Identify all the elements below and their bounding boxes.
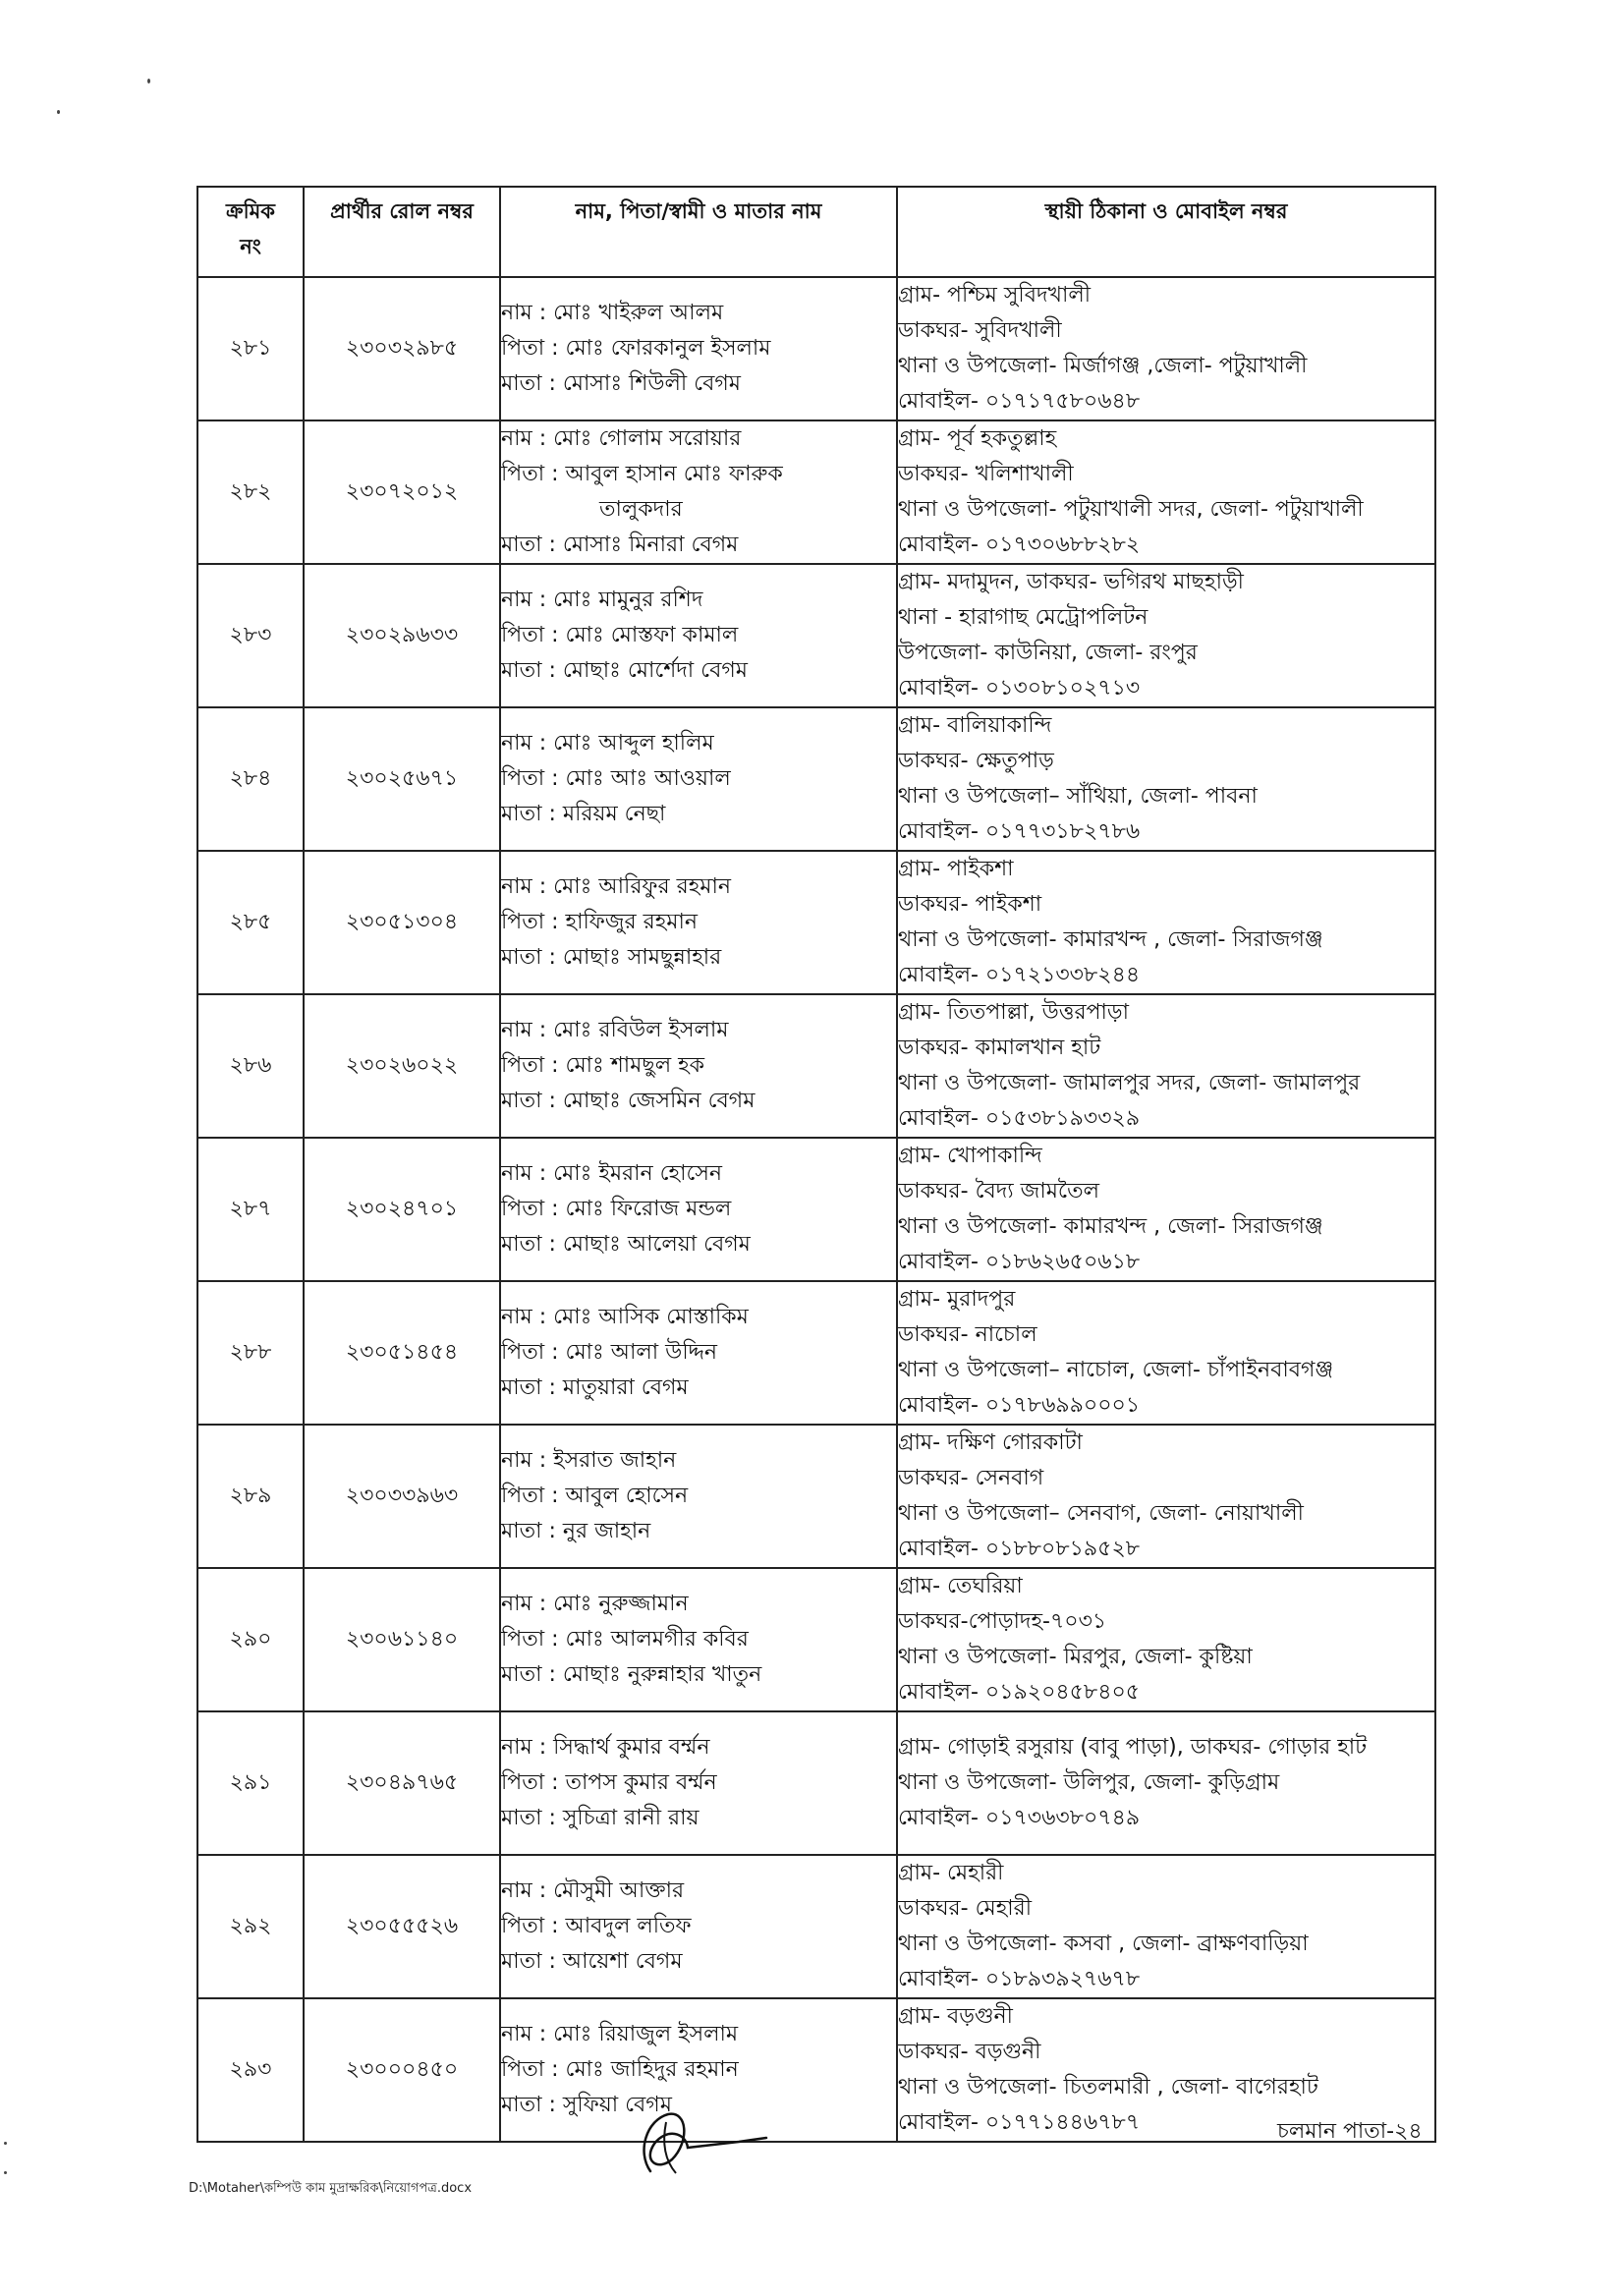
address-line: ডাকঘর- সেনবাগ [898, 1466, 1044, 1490]
father-name: পিতা : মোঃ ফিরোজ মন্ডল [501, 1197, 732, 1221]
page-continuation: চলমান পাতা-২৪ [1277, 2119, 1423, 2144]
serial-number: ২৮২ [197, 420, 304, 564]
father-name: পিতা : মোঃ আঃ আওয়াল [501, 766, 731, 791]
mother-name: মাতা : সুফিয়া বেগম [501, 2093, 672, 2117]
mobile-number: মোবাইল- ০১৭৭৩১৮২৭৮৬ [898, 819, 1141, 844]
roll-number: ২৩০৫১৪৫৪ [304, 1281, 500, 1425]
father-name: পিতা : আবুল হোসেন [501, 1484, 689, 1508]
permanent-address [897, 994, 1435, 1138]
candidate-name: নাম : মৌসুমী আক্তার [501, 1878, 685, 1903]
table-row [197, 994, 1435, 1138]
table-row [197, 707, 1435, 851]
candidate-name: নাম : মোঃ আসিক মোস্তাকিম [501, 1305, 749, 1329]
address-line: থানা ও উপজেলা- উলিপুর, জেলা- কুড়িগ্রাম [898, 1770, 1280, 1795]
mother-name: মাতা : মোসাঃ শিউলী বেগম [501, 371, 741, 396]
address-line: গ্রাম- মুরাদপুর [898, 1287, 1016, 1312]
permanent-address [897, 1138, 1435, 1281]
address-line: ডাকঘর- খলিশাখালী [898, 462, 1074, 486]
candidate-table [196, 186, 1436, 2143]
table-row [197, 1568, 1435, 1711]
candidate-name: নাম : মোঃ গোলাম সরোয়ার [501, 426, 742, 451]
address-line: থানা ও উপজেলা- জামালপুর সদর, জেলা- জামালপুর [898, 1071, 1361, 1095]
file-path: D:\Motaher\কম্পিউ কাম মুদ্রাক্ষরিক\নিয়োগপত্র.docx [189, 2181, 473, 2196]
mother-name: মাতা : নুর জাহান [501, 1519, 651, 1543]
scan-speck [4, 2171, 7, 2174]
serial-number: ২৮৭ [197, 1138, 304, 1281]
address-line: থানা ও উপজেলা– নাচোল, জেলা- চাঁপাইনবাবগঞ্জ [898, 1358, 1334, 1382]
father-name: পিতা : মোঃ মোস্তফা কামাল [501, 623, 739, 647]
person-names [500, 1281, 897, 1425]
address-line: গ্রাম- বালিয়াকান্দি [898, 713, 1052, 738]
mobile-number: মোবাইল- ০১৭২১৩৩৮২৪৪ [898, 963, 1141, 987]
person-names [500, 277, 897, 420]
address-line: থানা - হারাগাছ মেট্রোপলিটন [898, 605, 1148, 630]
roll-number: ২৩০৬১১৪০ [304, 1568, 500, 1711]
address-line: ডাকঘর- কামালখান হাট [898, 1036, 1101, 1060]
mobile-number: মোবাইল- ০১৭১৭৫৮০৬৪৮ [898, 389, 1141, 414]
candidate-name: নাম : মোঃ ইমরান হোসেন [501, 1161, 723, 1186]
permanent-address [897, 277, 1435, 420]
candidate-name: নাম : মোঃ রিয়াজুল ইসলাম [501, 2022, 739, 2046]
address-line: গ্রাম- মেহারী [898, 1861, 1004, 1885]
address-line: গ্রাম- পাইকশা [898, 857, 1014, 881]
candidate-name: নাম : মোঃ আব্দুল হালিম [501, 731, 714, 756]
person-names [500, 564, 897, 707]
mother-name: মাতা : মরিয়ম নেছা [501, 802, 666, 826]
mother-name: মাতা : মোছাঃ মোর্শেদা বেগম [501, 658, 748, 683]
person-names [500, 420, 897, 564]
roll-number: ২৩০২৪৭০১ [304, 1138, 500, 1281]
candidate-name: নাম : মোঃ রবিউল ইসলাম [501, 1018, 729, 1042]
mobile-number: মোবাইল- ০১৮৯৩৯২৭৬৭৮ [898, 1967, 1141, 1991]
mobile-number: মোবাইল- ০১৯২০৪৫৮৪০৫ [898, 1680, 1141, 1705]
mother-name: মাতা : মোছাঃ সামছুন্নাহার [501, 945, 722, 970]
person-names [500, 1568, 897, 1711]
address-line: থানা ও উপজেলা- কামারখন্দ , জেলা- সিরাজগঞ্জ [898, 927, 1323, 952]
scan-speck [57, 110, 60, 114]
serial-number: ২৯১ [197, 1711, 304, 1855]
address-line: ডাকঘর- পাইকশা [898, 892, 1042, 917]
scan-speck [147, 79, 150, 84]
mobile-number: মোবাইল- ০১৭৭১৪৪৬৭৮৭ [898, 2110, 1141, 2135]
address-line: থানা ও উপজেলা- কামারখন্দ , জেলা- সিরাজগঞ্জ [898, 1214, 1323, 1239]
mother-name: মাতা : মোছাঃ নুরুন্নাহার খাতুন [501, 1662, 762, 1687]
father-name: পিতা : আবদুল লতিফ [501, 1914, 692, 1938]
person-names [500, 851, 897, 994]
table-row [197, 1425, 1435, 1568]
permanent-address [897, 1281, 1435, 1425]
address-line: উপজেলা- কাউনিয়া, জেলা- রংপুর [898, 641, 1198, 665]
address-line: থানা ও উপজেলা– সেনবাগ, জেলা- নোয়াখালী [898, 1501, 1304, 1526]
roll-number: ২৩০৩৩৯৬৩ [304, 1425, 500, 1568]
address-line: গ্রাম- তিতপাল্লা, উত্তরপাড়া [898, 1000, 1130, 1025]
father-name: পিতা : মোঃ আলা উদ্দিন [501, 1340, 718, 1365]
roll-number: ২৩০৪৯৭৬৫ [304, 1711, 500, 1855]
mobile-number: মোবাইল- ০১৮৮০৮১৯৫২৮ [898, 1537, 1141, 1561]
father-name: পিতা : হাফিজুর রহমান [501, 910, 698, 934]
table-row [197, 1711, 1435, 1855]
permanent-address [897, 564, 1435, 707]
permanent-address [897, 851, 1435, 994]
person-names [500, 1855, 897, 1998]
candidate-name: নাম : মোঃ আরিফুর রহমান [501, 874, 731, 899]
mobile-number: মোবাইল- ০১৭৩০৬৮৮২৮২ [898, 532, 1141, 557]
person-names [500, 994, 897, 1138]
table-row [197, 564, 1435, 707]
serial-number: ২৮৪ [197, 707, 304, 851]
header-address: স্থায়ী ঠিকানা ও মোবাইল নম্বর [897, 187, 1435, 277]
address-line: গ্রাম- বড়গুনী [898, 2004, 1013, 2029]
address-line: গ্রাম- তেঘরিয়া [898, 1574, 1023, 1598]
serial-number: ২৮৯ [197, 1425, 304, 1568]
table-header-row [197, 187, 1435, 277]
person-names [500, 1425, 897, 1568]
address-line: ডাকঘর-পোড়াদহ-৭০৩১ [898, 1609, 1107, 1634]
father-name: পিতা : মোঃ ফোরকানুল ইসলাম [501, 336, 771, 361]
signature-image [629, 2102, 776, 2181]
father-name: পিতা : মোঃ শামছুল হক [501, 1053, 705, 1078]
permanent-address [897, 1568, 1435, 1711]
serial-number: ২৮৬ [197, 994, 304, 1138]
address-line: গ্রাম- দক্ষিণ গোরকাটা [898, 1430, 1083, 1455]
permanent-address [897, 420, 1435, 564]
father-name-continued: তালুকদার [599, 497, 683, 522]
serial-number: ২৮৮ [197, 1281, 304, 1425]
address-line: থানা ও উপজেলা- মির্জাগঞ্জ ,জেলা- পটুয়াখালী [898, 354, 1308, 378]
mother-name: মাতা : মাতুয়ারা বেগম [501, 1375, 689, 1400]
person-names [500, 1711, 897, 1855]
serial-number: ২৯৩ [197, 1998, 304, 2142]
candidate-name: নাম : মোঃ মামুনুর রশিদ [501, 588, 703, 612]
address-line: থানা ও উপজেলা- কসবা , জেলা- ব্রাক্ষণবাড়িয়া [898, 1932, 1309, 1956]
table-row [197, 1281, 1435, 1425]
roll-number: ২৩০২৯৬৩৩ [304, 564, 500, 707]
address-line: ডাকঘর- বৈদ্য জামতৈল [898, 1179, 1100, 1204]
candidate-name: নাম : ইসরাত জাহান [501, 1448, 677, 1473]
father-name: পিতা : মোঃ জাহিদুর রহমান [501, 2057, 739, 2082]
scan-speck [4, 2142, 7, 2145]
address-line: ডাকঘর- ক্ষেতুপাড় [898, 749, 1054, 773]
address-line: মোবাইল- ০১৭৩৬৩৮০৭৪৯ [898, 1806, 1141, 1830]
serial-number: ২৯০ [197, 1568, 304, 1711]
address-line: ডাকঘর- মেহারী [898, 1896, 1033, 1921]
table-row [197, 1855, 1435, 1998]
mother-name: মাতা : মোছাঃ জেসমিন বেগম [501, 1089, 756, 1113]
table-row [197, 277, 1435, 420]
address-line: ডাকঘর- নাচোল [898, 1322, 1037, 1347]
header-roll: প্রার্থীর রোল নম্বর [304, 187, 500, 277]
serial-number: ২৮৫ [197, 851, 304, 994]
address-line: থানা ও উপজেলা- চিতলমারী , জেলা- বাগেরহাট [898, 2075, 1318, 2100]
candidate-name: নাম : সিদ্ধার্থ কুমার বর্ম্মন [501, 1735, 710, 1760]
mobile-number: মোবাইল- ০১৮৬২৬৫০৬১৮ [898, 1250, 1141, 1274]
roll-number: ২৩০৫১৩০৪ [304, 851, 500, 994]
permanent-address [897, 1855, 1435, 1998]
address-line: গ্রাম- পশ্চিম সুবিদখালী [898, 283, 1092, 308]
mother-name: মাতা : মোছাঃ আলেয়া বেগম [501, 1232, 751, 1257]
permanent-address [897, 707, 1435, 851]
candidate-name: নাম : মোঃ খাইরুল আলম [501, 301, 724, 325]
table-row [197, 1998, 1435, 2142]
address-line: ডাকঘর- বড়গুনী [898, 2040, 1041, 2064]
mobile-number: মোবাইল- ০১৭৮৬৯৯০০০১ [898, 1393, 1141, 1418]
roll-number: ২৩০২৫৬৭১ [304, 707, 500, 851]
roll-number: ২৩০২৬০২২ [304, 994, 500, 1138]
serial-number: ২৮৩ [197, 564, 304, 707]
serial-number: ২৮১ [197, 277, 304, 420]
person-names [500, 707, 897, 851]
mother-name: মাতা : সুচিত্রা রানী রায় [501, 1806, 700, 1830]
person-names [500, 1138, 897, 1281]
roll-number: ২৩০৫৫৫২৬ [304, 1855, 500, 1998]
roll-number: ২৩০০০৪৫০ [304, 1998, 500, 2142]
father-name: পিতা : মোঃ আলমগীর কবির [501, 1627, 749, 1652]
address-line: গ্রাম- মদামুদন, ডাকঘর- ভগিরথ মাছহাড়ী [898, 570, 1244, 594]
table-row [197, 420, 1435, 564]
address-line: ডাকঘর- সুবিদখালী [898, 318, 1062, 343]
address-line: গ্রাম- পূর্ব হকতুল্লাহ [898, 426, 1057, 451]
permanent-address [897, 1711, 1435, 1855]
mother-name: মাতা : আয়েশা বেগম [501, 1949, 683, 1974]
address-line: থানা ও উপজেলা- মিরপুর, জেলা- কুষ্টিয়া [898, 1645, 1253, 1669]
roll-number: ২৩০৩২৯৮৫ [304, 277, 500, 420]
father-name: পিতা : তাপস কুমার বর্ম্মন [501, 1770, 717, 1795]
address-line: গ্রাম- গোড়াই রসুরায় (বাবু পাড়া), ডাকঘর- গোড়ার হাট [898, 1735, 1368, 1760]
header-serial: ক্রমিক নং [197, 187, 304, 277]
serial-number: ২৯২ [197, 1855, 304, 1998]
address-line: থানা ও উপজেলা- পটুয়াখালী সদর, জেলা- পটুয়াখালী [898, 497, 1364, 522]
roll-number: ২৩০৭২০১২ [304, 420, 500, 564]
candidate-name: নাম : মোঃ নুরুজ্জামান [501, 1592, 689, 1616]
mobile-number: মোবাইল- ০১৩০৮১০২৭১৩ [898, 676, 1141, 700]
father-name: পিতা : আবুল হাসান মোঃ ফারুক [501, 462, 783, 486]
address-line: গ্রাম- খোপাকান্দি [898, 1144, 1042, 1168]
header-names: নাম, পিতা/স্বামী ও মাতার নাম [500, 187, 897, 277]
mobile-number: মোবাইল- ০১৫৩৮১৯৩৩২৯ [898, 1106, 1141, 1131]
table-row [197, 1138, 1435, 1281]
table-row [197, 851, 1435, 994]
address-line: থানা ও উপজেলা– সাঁথিয়া, জেলা- পাবনা [898, 784, 1258, 809]
permanent-address [897, 1425, 1435, 1568]
mother-name: মাতা : মোসাঃ মিনারা বেগম [501, 532, 739, 557]
